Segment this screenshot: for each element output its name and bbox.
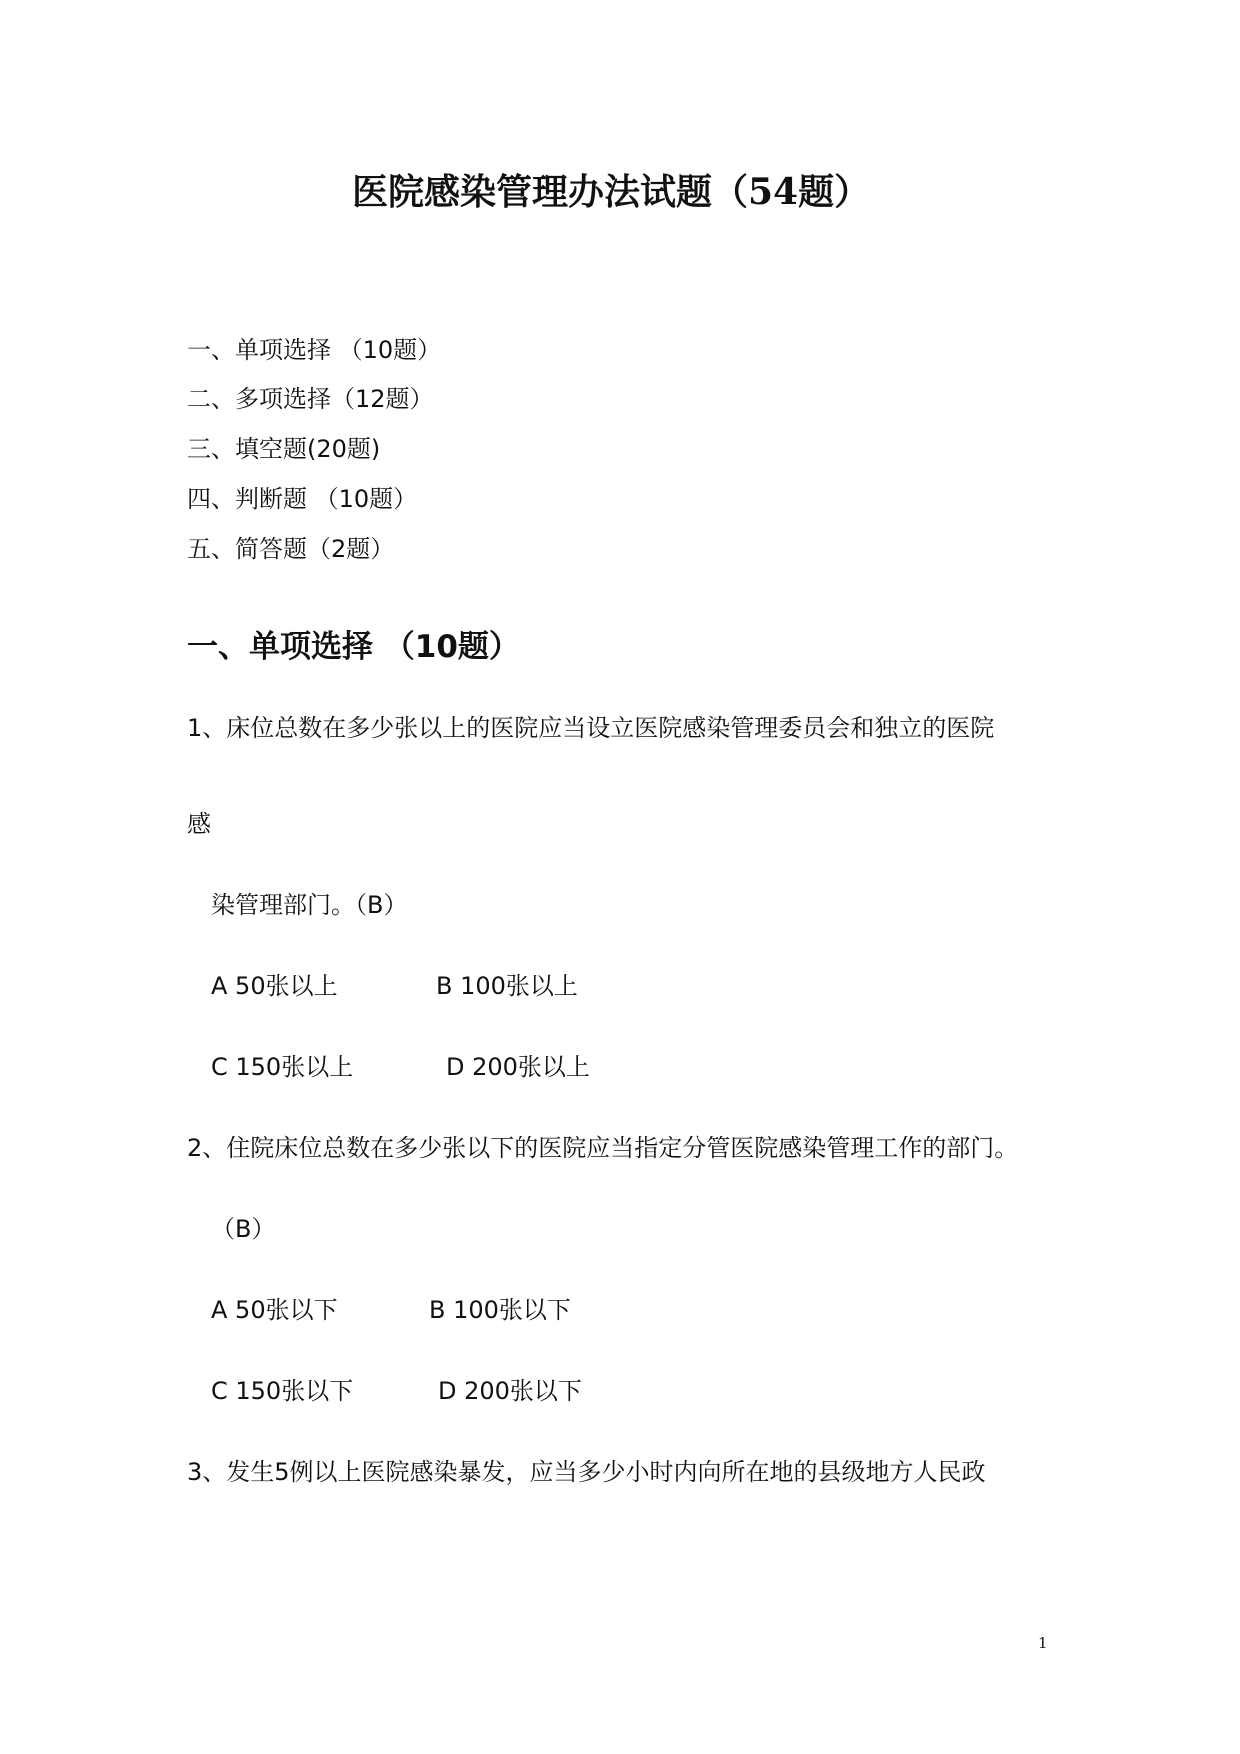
toc-item-multiple-choice: 二、多项选择（12题）: [187, 385, 434, 413]
toc-item-short-answer: 五、简答题（2题）: [187, 535, 395, 563]
option-b: B 100张以下: [429, 1296, 571, 1324]
question-text-continued: 感: [187, 810, 211, 838]
toc-item-fill-blank: 三、填空题(20题): [187, 435, 381, 463]
question-text: 1、床位总数在多少张以上的医院应当设立医院感染管理委员会和独立的医院: [187, 714, 995, 742]
question-answer: （B）: [211, 1215, 276, 1243]
option-d: D 200张以下: [438, 1377, 582, 1405]
option-c: C 150张以下: [211, 1377, 354, 1405]
option-b: B 100张以上: [436, 972, 578, 1000]
section-heading-single-choice: 一、单项选择 （10题）: [187, 629, 520, 665]
question-text-answer: 染管理部门。（B）: [211, 891, 408, 919]
page-number: 1: [1038, 1634, 1048, 1652]
option-c: C 150张以上: [211, 1053, 354, 1081]
option-a: A 50张以上: [211, 972, 338, 1000]
question-text: 3、发生5例以上医院感染暴发，应当多少小时内向所在地的县级地方人民政: [187, 1458, 986, 1486]
toc-item-single-choice: 一、单项选择 （10题）: [187, 336, 442, 364]
option-a: A 50张以下: [211, 1296, 338, 1324]
question-text: 2、住院床位总数在多少张以下的医院应当指定分管医院感染管理工作的部门。: [187, 1134, 1019, 1162]
document-title: 医院感染管理办法试题（54题）: [352, 171, 871, 213]
toc-item-true-false: 四、判断题 （10题）: [187, 485, 418, 513]
option-d: D 200张以上: [446, 1053, 590, 1081]
